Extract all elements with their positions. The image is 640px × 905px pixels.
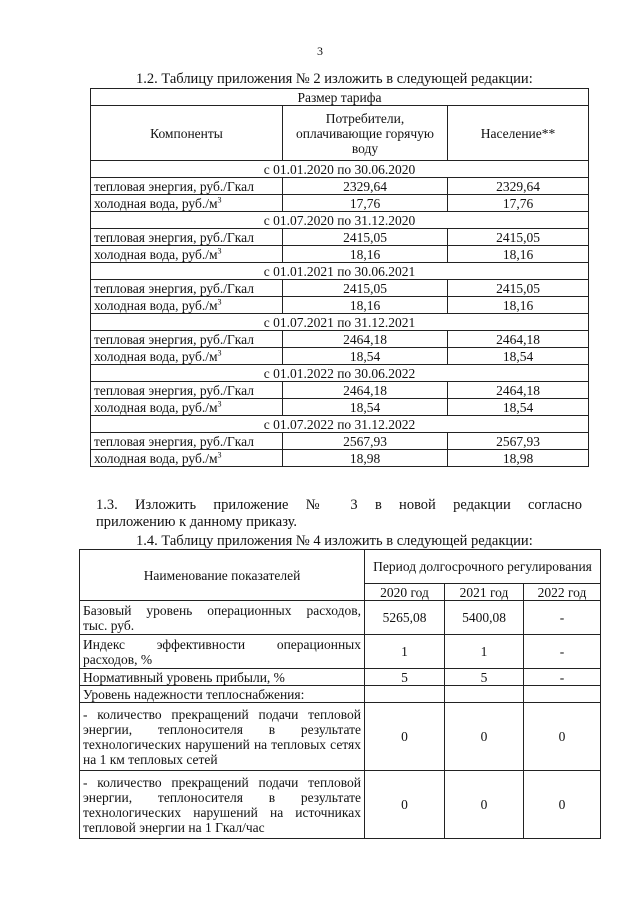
- cold-water-label: [91, 195, 283, 212]
- table-cell: 5400,08: [445, 601, 524, 635]
- indicators-table: [79, 549, 601, 839]
- page-number: 3: [317, 44, 323, 58]
- water-consumers-value: 18,16: [283, 297, 448, 314]
- heat-energy-label: тепловая энергия, руб./Гкал: [91, 178, 283, 195]
- table-cell: 5: [365, 669, 445, 686]
- heat-consumers-value: 2464,18: [283, 331, 448, 348]
- period-label: с 01.07.2021 по 31.12.2021: [91, 314, 589, 331]
- tariff-table: [90, 88, 589, 467]
- unit-superscript: 3: [217, 297, 222, 306]
- water-consumers-value: 18,54: [283, 348, 448, 365]
- col-name-header: Наименование показателей: [80, 550, 365, 601]
- row-name: [80, 635, 365, 669]
- table-cell: 1: [365, 635, 445, 669]
- heat-consumers-value: 2567,93: [283, 433, 448, 450]
- water-population-value: 17,76: [448, 195, 589, 212]
- cold-water-label: [91, 450, 283, 467]
- water-population-value: 18,16: [448, 246, 589, 263]
- table-cell: 5265,08: [365, 601, 445, 635]
- col-period-header: Период долгосрочного регулирования: [365, 550, 601, 584]
- table-cell: -: [524, 635, 601, 669]
- table-cell: 0: [524, 703, 601, 771]
- heat-population-value: 2464,18: [448, 331, 589, 348]
- heat-population-value: 2567,93: [448, 433, 589, 450]
- period-label: с 01.07.2022 по 31.12.2022: [91, 416, 589, 433]
- heat-consumers-value: 2415,05: [283, 280, 448, 297]
- water-population-value: 18,98: [448, 450, 589, 467]
- unit-superscript: 3: [217, 348, 222, 357]
- unit-superscript: 3: [217, 399, 222, 408]
- period-label: с 01.07.2020 по 31.12.2020: [91, 212, 589, 229]
- heat-energy-label: тепловая энергия, руб./Гкал: [91, 280, 283, 297]
- row-name: - количество прекращений подачи тепловой энергии, теплоносителя в результате технологических нарушений на тепловых сетях на 1 км тепловых сетей: [80, 703, 365, 771]
- col-consumers-header: Потребители, оплачивающие горячую воду: [283, 106, 448, 161]
- table-cell: 1: [445, 635, 524, 669]
- cold-water-label: [91, 246, 283, 263]
- table-cell: 0: [365, 703, 445, 771]
- section-1-3-line1: 1.3. Изложить приложение № 3 в новой редакции согласно: [96, 497, 582, 513]
- cold-water-label-text: холодная вода, руб./м: [94, 195, 218, 211]
- heat-population-value: 2329,64: [448, 178, 589, 195]
- row-name-line2: тыс. руб.: [83, 617, 135, 633]
- table-cell: 0: [445, 703, 524, 771]
- year-2020-header: 2020 год: [365, 584, 445, 601]
- water-population-value: 18,54: [448, 399, 589, 416]
- year-2021-header: 2021 год: [445, 584, 524, 601]
- col-population-header: Население**: [448, 106, 589, 161]
- year-2022-header: 2022 год: [524, 584, 601, 601]
- section-1-4-heading: 1.4. Таблицу приложения № 4 изложить в следующей редакции:: [136, 533, 533, 549]
- row-name-line1: Базовый уровень операционных расходов,: [83, 602, 361, 618]
- cold-water-label: [91, 399, 283, 416]
- heat-energy-label: тепловая энергия, руб./Гкал: [91, 331, 283, 348]
- water-consumers-value: 17,76: [283, 195, 448, 212]
- table-cell: [365, 686, 445, 703]
- period-label: с 01.01.2021 по 30.06.2021: [91, 263, 589, 280]
- unit-superscript: 3: [217, 195, 222, 204]
- period-label: с 01.01.2022 по 30.06.2022: [91, 365, 589, 382]
- table-cell: -: [524, 601, 601, 635]
- water-population-value: 18,16: [448, 297, 589, 314]
- water-consumers-value: 18,98: [283, 450, 448, 467]
- section-1-2-heading: 1.2. Таблицу приложения № 2 изложить в следующей редакции:: [136, 71, 533, 87]
- table-cell: 5: [445, 669, 524, 686]
- heat-energy-label: тепловая энергия, руб./Гкал: [91, 382, 283, 399]
- section-1-3-line2: приложению к данному приказу.: [96, 514, 298, 530]
- heat-population-value: 2464,18: [448, 382, 589, 399]
- heat-consumers-value: 2464,18: [283, 382, 448, 399]
- row-name-line2: расходов, %: [83, 651, 153, 667]
- row-name: - количество прекращений подачи тепловой энергии, теплоносителя в результате технологических нарушений на источниках тепловой энергии на 1 Гкал/час: [80, 771, 365, 839]
- cold-water-label: [91, 297, 283, 314]
- row-name-line1: Индекс эффективности операционных: [83, 636, 361, 652]
- cold-water-label-text: холодная вода, руб./м: [94, 450, 218, 466]
- unit-superscript: 3: [217, 246, 222, 255]
- table-cell: 0: [524, 771, 601, 839]
- table-cell: -: [524, 669, 601, 686]
- heat-energy-label: тепловая энергия, руб./Гкал: [91, 433, 283, 450]
- water-consumers-value: 18,16: [283, 246, 448, 263]
- table-cell: [445, 686, 524, 703]
- row-name: [80, 601, 365, 635]
- heat-energy-label: тепловая энергия, руб./Гкал: [91, 229, 283, 246]
- table-cell: 0: [365, 771, 445, 839]
- period-label: с 01.01.2020 по 30.06.2020: [91, 161, 589, 178]
- row-name: Нормативный уровень прибыли, %: [80, 669, 365, 686]
- table-cell: [524, 686, 601, 703]
- water-consumers-value: 18,54: [283, 399, 448, 416]
- cold-water-label-text: холодная вода, руб./м: [94, 246, 218, 262]
- cold-water-label-text: холодная вода, руб./м: [94, 348, 218, 364]
- tariff-caption: Размер тарифа: [91, 89, 589, 106]
- row-name: Уровень надежности теплоснабжения:: [80, 686, 365, 703]
- cold-water-label: [91, 348, 283, 365]
- cold-water-label-text: холодная вода, руб./м: [94, 399, 218, 415]
- heat-population-value: 2415,05: [448, 280, 589, 297]
- table-cell: 0: [445, 771, 524, 839]
- cold-water-label-text: холодная вода, руб./м: [94, 297, 218, 313]
- unit-superscript: 3: [217, 450, 222, 459]
- heat-consumers-value: 2329,64: [283, 178, 448, 195]
- water-population-value: 18,54: [448, 348, 589, 365]
- col-components-header: Компоненты: [91, 106, 283, 161]
- heat-population-value: 2415,05: [448, 229, 589, 246]
- heat-consumers-value: 2415,05: [283, 229, 448, 246]
